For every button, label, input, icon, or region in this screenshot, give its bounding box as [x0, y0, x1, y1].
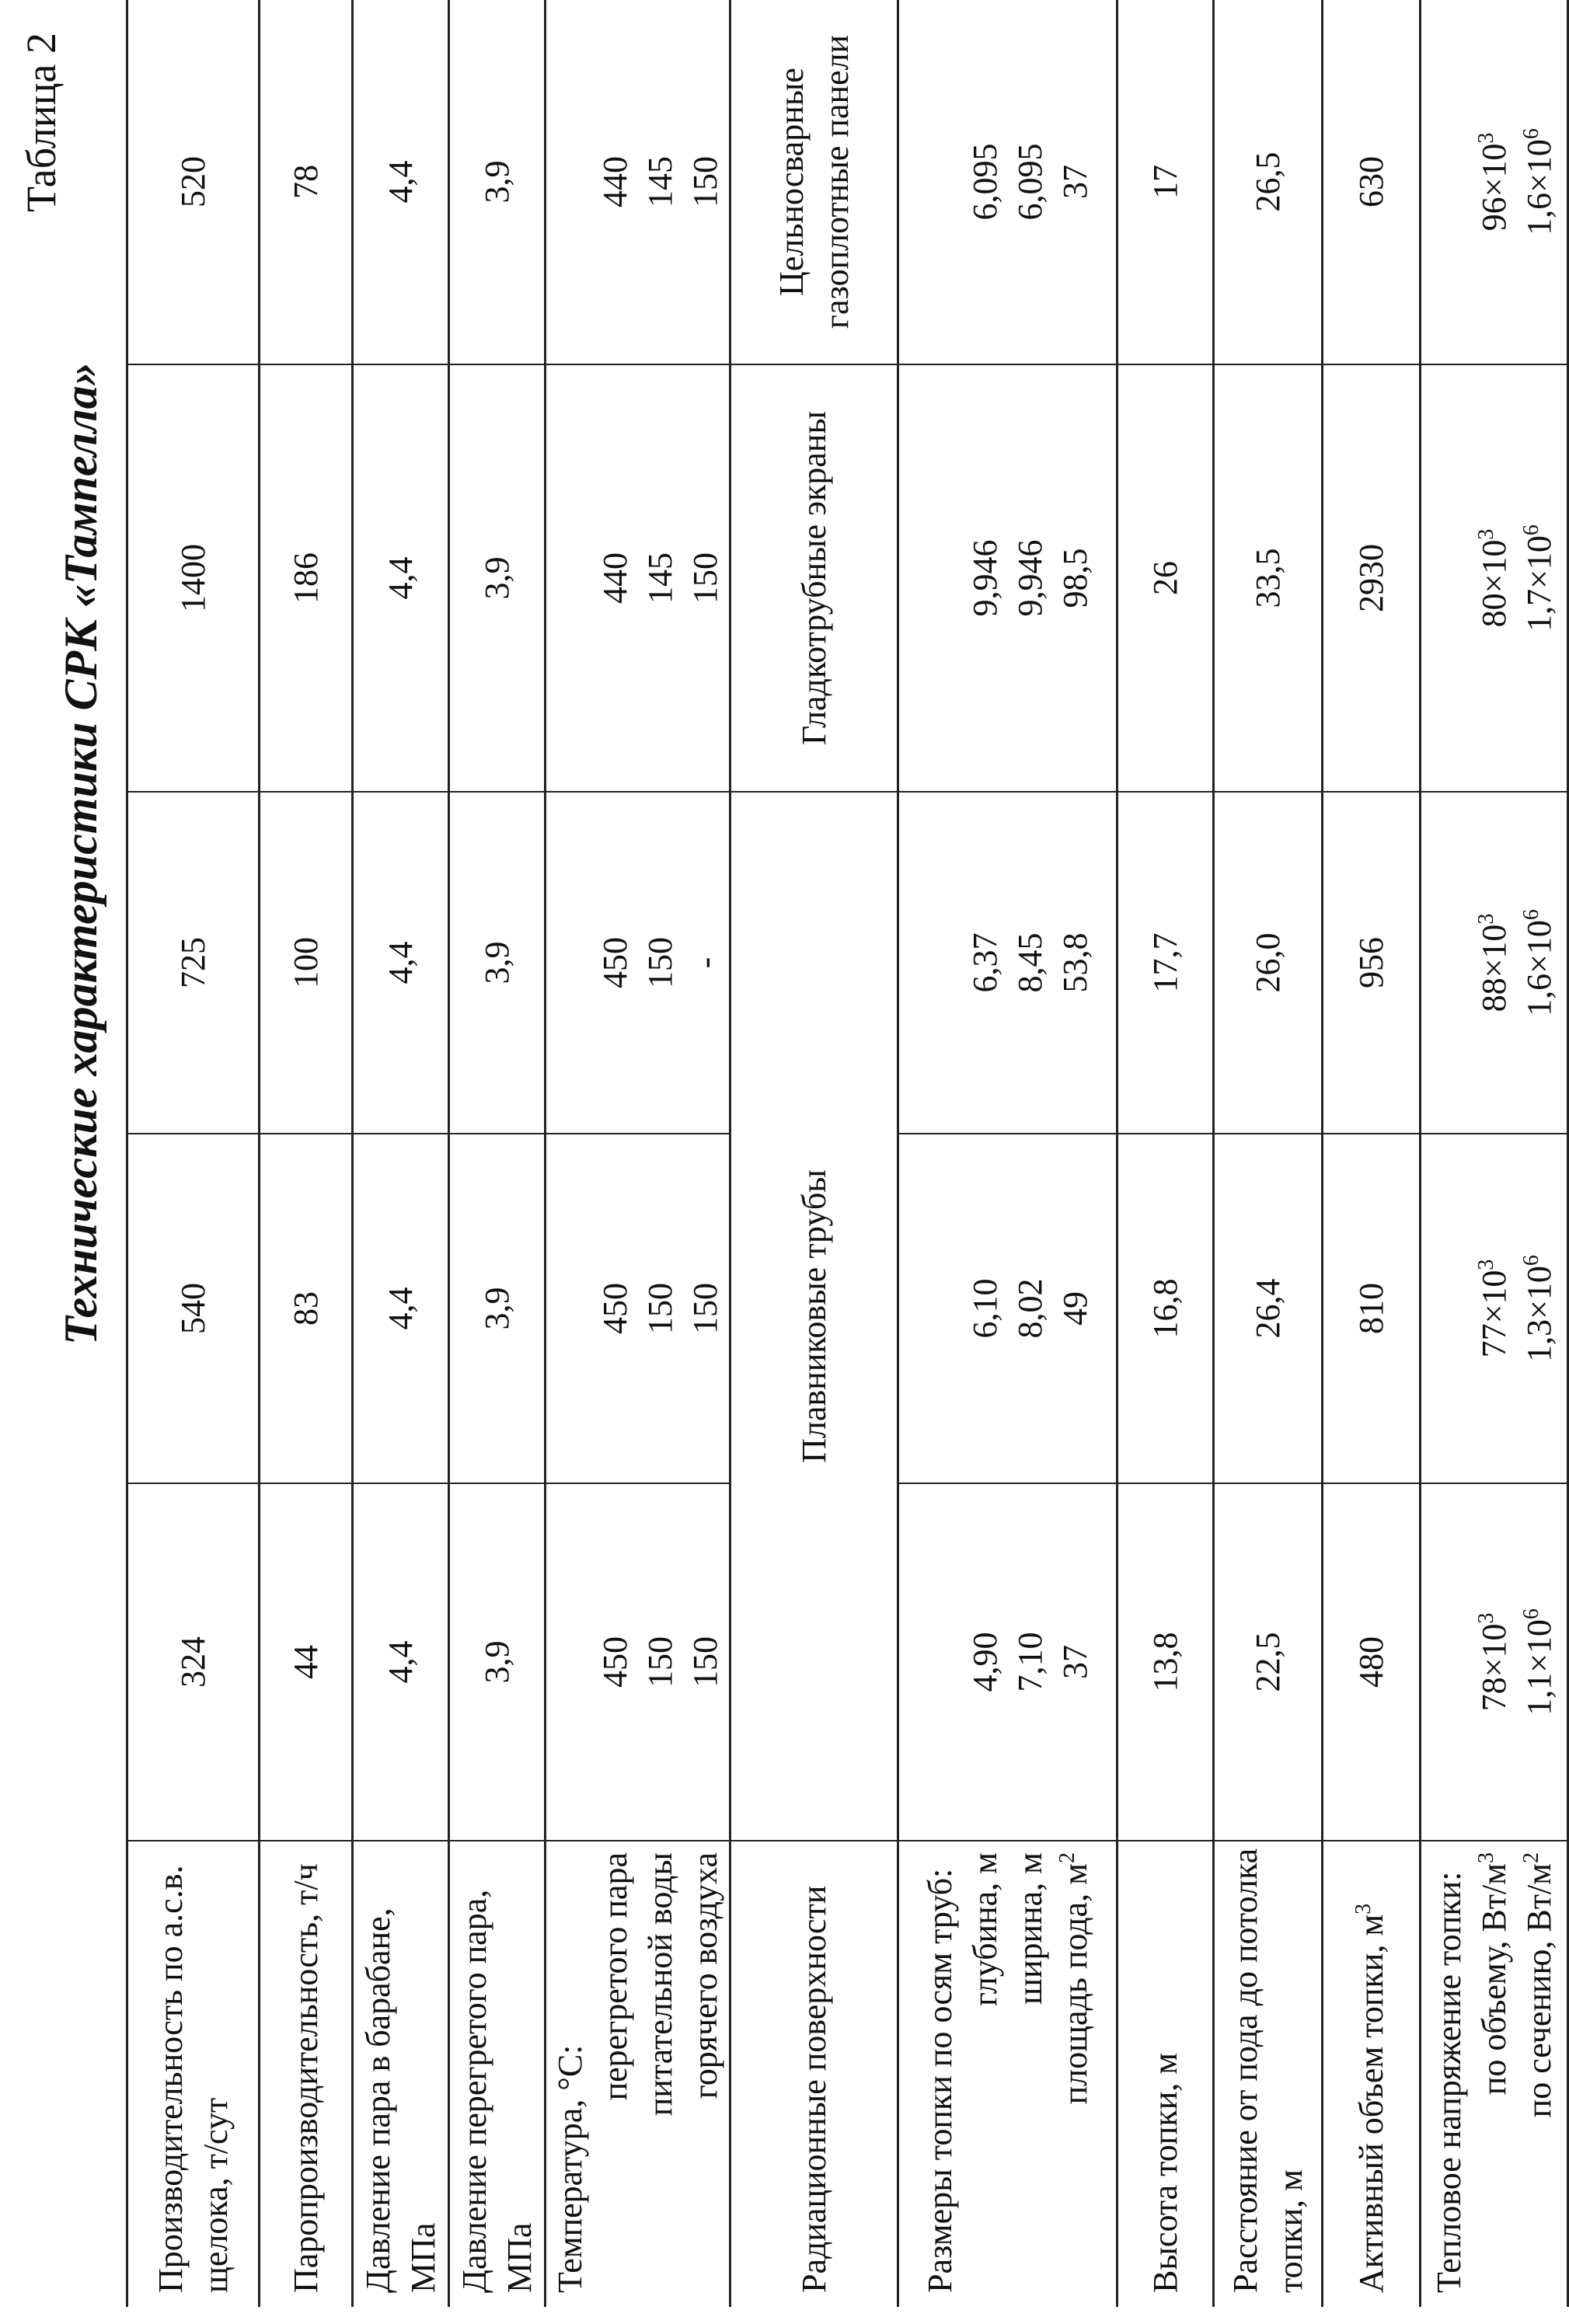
- sublabel: ширина, м: [1010, 1852, 1049, 2005]
- table-row: [1117, 0, 1214, 2307]
- table-title: Технические характеристики СРК «Тампелла»: [55, 362, 106, 1345]
- cell: 810: [1323, 1134, 1421, 1483]
- value: 6,095: [1010, 143, 1049, 221]
- value: 37: [1055, 1645, 1094, 1679]
- cell: 17,7: [1117, 792, 1214, 1134]
- cell: 3,9: [449, 792, 546, 1134]
- value: 440: [595, 156, 634, 207]
- sublabel: по сечению, $Вт/м^2$: [1518, 1852, 1558, 2118]
- value: 450: [595, 937, 634, 988]
- value: $1,6\times 10^6$: [1518, 909, 1558, 1016]
- value: 150: [685, 156, 724, 207]
- cell: [546, 0, 730, 364]
- table-row: [353, 0, 449, 2307]
- value: $77\times 10^3$: [1473, 1259, 1513, 1358]
- table-row-temperature: [546, 0, 730, 2307]
- cell: 324: [127, 1483, 260, 1841]
- cell: 3,9: [449, 0, 546, 364]
- value: 150: [685, 1283, 724, 1334]
- cell: 725: [127, 792, 260, 1134]
- cell: 630: [1323, 0, 1421, 364]
- row-label: Радиационные поверхности: [730, 1841, 898, 2307]
- table-row-dimensions: [898, 0, 1117, 2307]
- row-label: Производительность по а.с.в. щелока, т/сут: [127, 1841, 260, 2307]
- value: 150: [640, 1283, 679, 1334]
- row-label: Высота топки, м: [1117, 1841, 1214, 2307]
- table-row: [449, 0, 546, 2307]
- cell: 4,4: [353, 1483, 449, 1841]
- row-label: Давление перегретого пара, МПа: [449, 1841, 546, 2307]
- cell: 540: [127, 1134, 260, 1483]
- characteristics-table: [126, 0, 1569, 2307]
- temperature-label: Температура, °С:: [550, 2044, 589, 2293]
- value: $78\times 10^3$: [1473, 1612, 1513, 1712]
- value: 37: [1055, 165, 1094, 199]
- table-row-heat-stress: [1421, 0, 1568, 2307]
- value: 150: [685, 1636, 724, 1688]
- cell: 2930: [1323, 364, 1421, 792]
- value: 9,946: [965, 539, 1004, 617]
- table-row-radiation: [730, 0, 898, 2307]
- cell: 22,5: [1214, 1483, 1323, 1841]
- cell: [898, 1134, 1117, 1483]
- value: $1,1\times 10^6$: [1518, 1608, 1558, 1716]
- value: 7,10: [1010, 1632, 1049, 1692]
- value: $1,6\times 10^6$: [1518, 128, 1558, 235]
- value: 8,02: [1010, 1278, 1049, 1339]
- sublabel: глубина, м: [965, 1852, 1004, 2007]
- merged-cell-welded-panels: Цельносварные газоплотные панели: [730, 0, 898, 364]
- value: 150: [640, 1636, 679, 1688]
- table-caption: Таблица 2: [18, 33, 65, 212]
- cell: 13,8: [1117, 1483, 1214, 1841]
- cell: 33,5: [1214, 364, 1323, 792]
- cell: 44: [260, 1483, 353, 1841]
- cell: 956: [1323, 792, 1421, 1134]
- value: $80\times 10^3$: [1473, 528, 1513, 628]
- value: 450: [595, 1636, 634, 1688]
- cell: 1400: [127, 364, 260, 792]
- merged-cell-fin-tubes: Плавниковые трубы: [730, 792, 898, 1841]
- cell: 3,9: [449, 1483, 546, 1841]
- cell: [1421, 364, 1568, 792]
- value: 53,8: [1055, 932, 1094, 993]
- row-label: [546, 1841, 730, 2307]
- cell: 78: [260, 0, 353, 364]
- heat-stress-label: Тепловое напряжение топки:: [1429, 1871, 1468, 2293]
- cell: 480: [1323, 1483, 1421, 1841]
- cell: 26: [1117, 364, 1214, 792]
- cell: 520: [127, 0, 260, 364]
- row-label: [898, 1841, 1117, 2307]
- cell: [546, 792, 730, 1134]
- value: $96\times 10^3$: [1473, 132, 1513, 232]
- sublabel: питательной воды: [640, 1852, 679, 2117]
- sublabel: горячего воздуха: [685, 1852, 724, 2099]
- value: 4,90: [965, 1632, 1004, 1692]
- cell: [1421, 1483, 1568, 1841]
- value: 150: [685, 552, 724, 604]
- cell: [898, 792, 1117, 1134]
- table-row: [1214, 0, 1323, 2307]
- value: $1,3\times 10^6$: [1518, 1255, 1558, 1362]
- value: 98,5: [1055, 548, 1094, 608]
- sublabel: по объему, $Вт/м^3$: [1473, 1852, 1513, 2096]
- cell: [1421, 792, 1568, 1134]
- row-label: Активный объем топки, $м^3$: [1323, 1841, 1421, 2307]
- value: 145: [640, 156, 679, 207]
- cell: 3,9: [449, 364, 546, 792]
- cell: [546, 364, 730, 792]
- merged-cell-smooth-tubes: Гладкотрубные экраны: [730, 364, 898, 792]
- sublabel: перегретого пара: [595, 1852, 634, 2101]
- value: 6,095: [965, 143, 1004, 221]
- cell: [1421, 0, 1568, 364]
- row-label: Паропроизводительность, т/ч: [260, 1841, 353, 2307]
- dimensions-label: Размеры топки по осям труб:: [920, 1868, 959, 2293]
- value: 450: [595, 1283, 634, 1334]
- value: -: [685, 956, 724, 969]
- cell: 4,4: [353, 792, 449, 1134]
- cell: 16,8: [1117, 1134, 1214, 1483]
- sublabel: площадь пода, $м^2$: [1055, 1852, 1094, 2105]
- cell: 17: [1117, 0, 1214, 364]
- cell: 186: [260, 364, 353, 792]
- cell: 4,4: [353, 364, 449, 792]
- value: 150: [640, 937, 679, 988]
- value: 145: [640, 552, 679, 604]
- row-label: Расстояние от пода до потолка топки, м: [1214, 1841, 1323, 2307]
- value: 6,10: [965, 1278, 1004, 1339]
- cell: 83: [260, 1134, 353, 1483]
- cell: [898, 1483, 1117, 1841]
- cell: 4,4: [353, 1134, 449, 1483]
- table-row: [1323, 0, 1421, 2307]
- cell: 26,5: [1214, 0, 1323, 364]
- cell: 3,9: [449, 1134, 546, 1483]
- cell: 4,4: [353, 0, 449, 364]
- cell: [1421, 1134, 1568, 1483]
- cell: [898, 364, 1117, 792]
- value: $88\times 10^3$: [1473, 913, 1513, 1012]
- table-row: [260, 0, 353, 2307]
- value: 49: [1055, 1291, 1094, 1326]
- cell: 100: [260, 792, 353, 1134]
- cell: [898, 0, 1117, 364]
- cell: 26,0: [1214, 792, 1323, 1134]
- value: $1,7\times 10^6$: [1518, 524, 1558, 632]
- value: 440: [595, 552, 634, 604]
- row-label: Давление пара в барабане, МПа: [353, 1841, 449, 2307]
- value: 6,37: [965, 932, 1004, 993]
- table-row: [127, 0, 260, 2307]
- value: 8,45: [1010, 932, 1049, 993]
- cell: [546, 1483, 730, 1841]
- cell: 26,4: [1214, 1134, 1323, 1483]
- value: 9,946: [1010, 539, 1049, 617]
- row-label: [1421, 1841, 1568, 2307]
- cell: [546, 1134, 730, 1483]
